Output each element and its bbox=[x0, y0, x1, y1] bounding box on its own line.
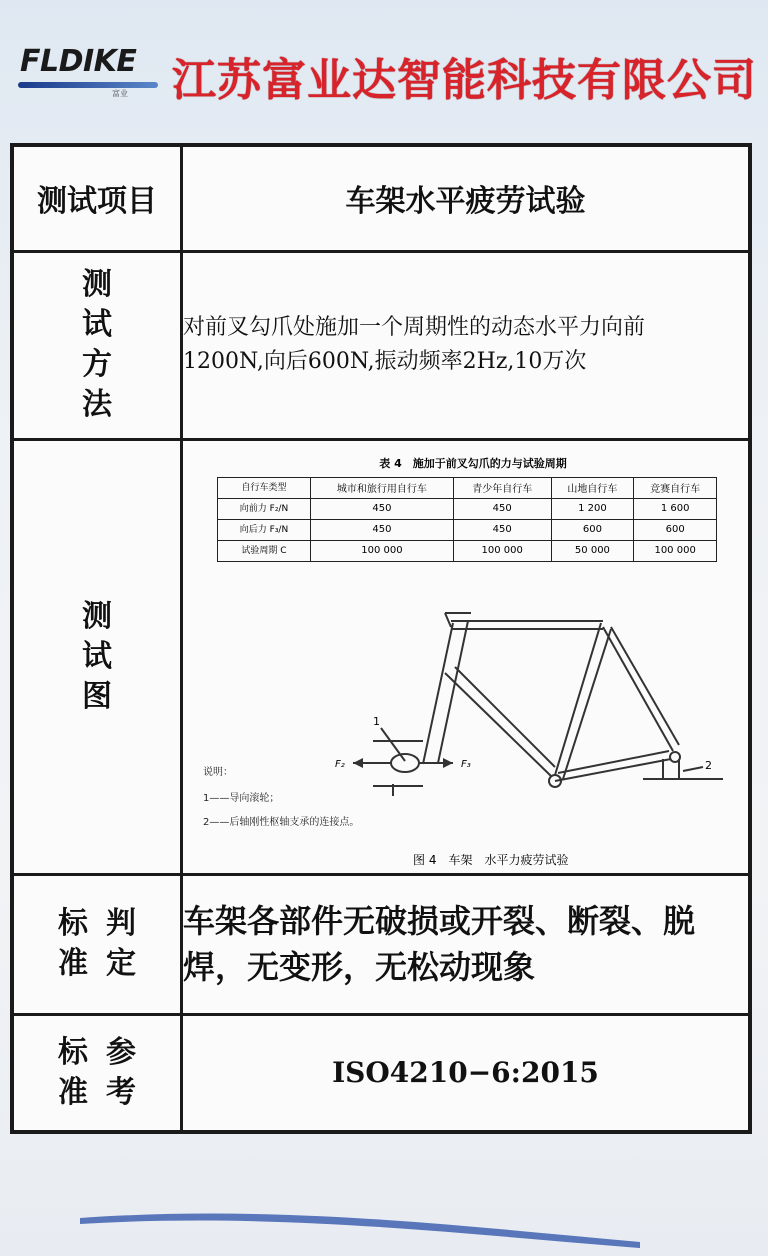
bicycle-frame-diagram bbox=[183, 441, 743, 873]
table-cell: 450 bbox=[311, 519, 454, 540]
table-cell: 试验周期 C bbox=[218, 540, 311, 561]
table-cell: 450 bbox=[311, 498, 454, 519]
table-cell: 1 200 bbox=[551, 498, 634, 519]
table-cell: 向前力 F₂/N bbox=[218, 498, 311, 519]
table-cell: 100 000 bbox=[634, 540, 717, 561]
table-header-cell: 自行车类型 bbox=[218, 477, 311, 498]
force-f2-label: F₂ bbox=[335, 758, 345, 770]
method-text bbox=[182, 251, 751, 439]
table-cell: 100 000 bbox=[311, 540, 454, 561]
company-name: 江苏富业达智能科技有限公司 bbox=[172, 55, 757, 106]
table-cell: 450 bbox=[453, 519, 551, 540]
table-header-cell: 青少年自行车 bbox=[453, 477, 551, 498]
table-cell: 向后力 F₃/N bbox=[218, 519, 311, 540]
test-sheet bbox=[10, 143, 752, 1134]
method-label: 测 试 方 法 bbox=[12, 251, 182, 439]
diagram-label-1: 1 bbox=[373, 714, 380, 728]
table-cell: 600 bbox=[551, 519, 634, 540]
logo-subtext: 富业 bbox=[112, 89, 128, 98]
judge-line-1: 车架各部件无破损或开裂、断裂、脱 bbox=[183, 902, 696, 940]
judge-line-2: 焊，无变形，无松动现象 bbox=[183, 948, 536, 986]
method-line-1: 对前叉勾爪处施加一个周期性的动态水平力向前 bbox=[183, 315, 646, 340]
force-f3-label: F₃ bbox=[461, 758, 471, 770]
reference-label: 标 准 参 考 bbox=[12, 1014, 182, 1132]
method-line-2: 1200N,向后600N,振动频率2Hz,10万次 bbox=[183, 349, 587, 374]
logo-swoosh bbox=[18, 82, 158, 88]
header bbox=[0, 0, 768, 140]
diagram-label-2: 2 bbox=[705, 758, 712, 772]
judge-label: 标 准 判 定 bbox=[12, 874, 182, 1014]
figure-cell bbox=[182, 439, 751, 874]
legend-item-1: 1——导向滚轮； bbox=[203, 792, 280, 804]
table-cell: 50 000 bbox=[551, 540, 634, 561]
legend-title: 说明： bbox=[203, 766, 233, 778]
table-header-cell: 城市和旅行用自行车 bbox=[311, 477, 454, 498]
legend-item-2: 2——后轴刚性枢轴支承的连接点。 bbox=[203, 816, 360, 828]
reference-standard: ISO4210−6:2015 bbox=[182, 1014, 751, 1132]
table-cell: 450 bbox=[453, 498, 551, 519]
table-header-cell: 山地自行车 bbox=[551, 477, 634, 498]
table-cell: 1 600 bbox=[634, 498, 717, 519]
table-caption: 表 4 施加于前叉勾爪的力与试验周期 bbox=[379, 456, 567, 470]
table-cell: 100 000 bbox=[453, 540, 551, 561]
figure-label: 测 试 图 bbox=[12, 439, 182, 874]
brand-logo: FLDIKE bbox=[20, 44, 137, 79]
item-label: 测试项目 bbox=[12, 145, 182, 251]
table-cell: 600 bbox=[634, 519, 717, 540]
table-header-cell: 竞赛自行车 bbox=[634, 477, 717, 498]
judge-text bbox=[182, 874, 751, 1014]
item-value: 车架水平疲劳试验 bbox=[182, 145, 751, 251]
bottom-swoosh bbox=[80, 1208, 640, 1248]
figure-caption: 图 4 车架 水平力疲劳试验 bbox=[413, 852, 569, 867]
